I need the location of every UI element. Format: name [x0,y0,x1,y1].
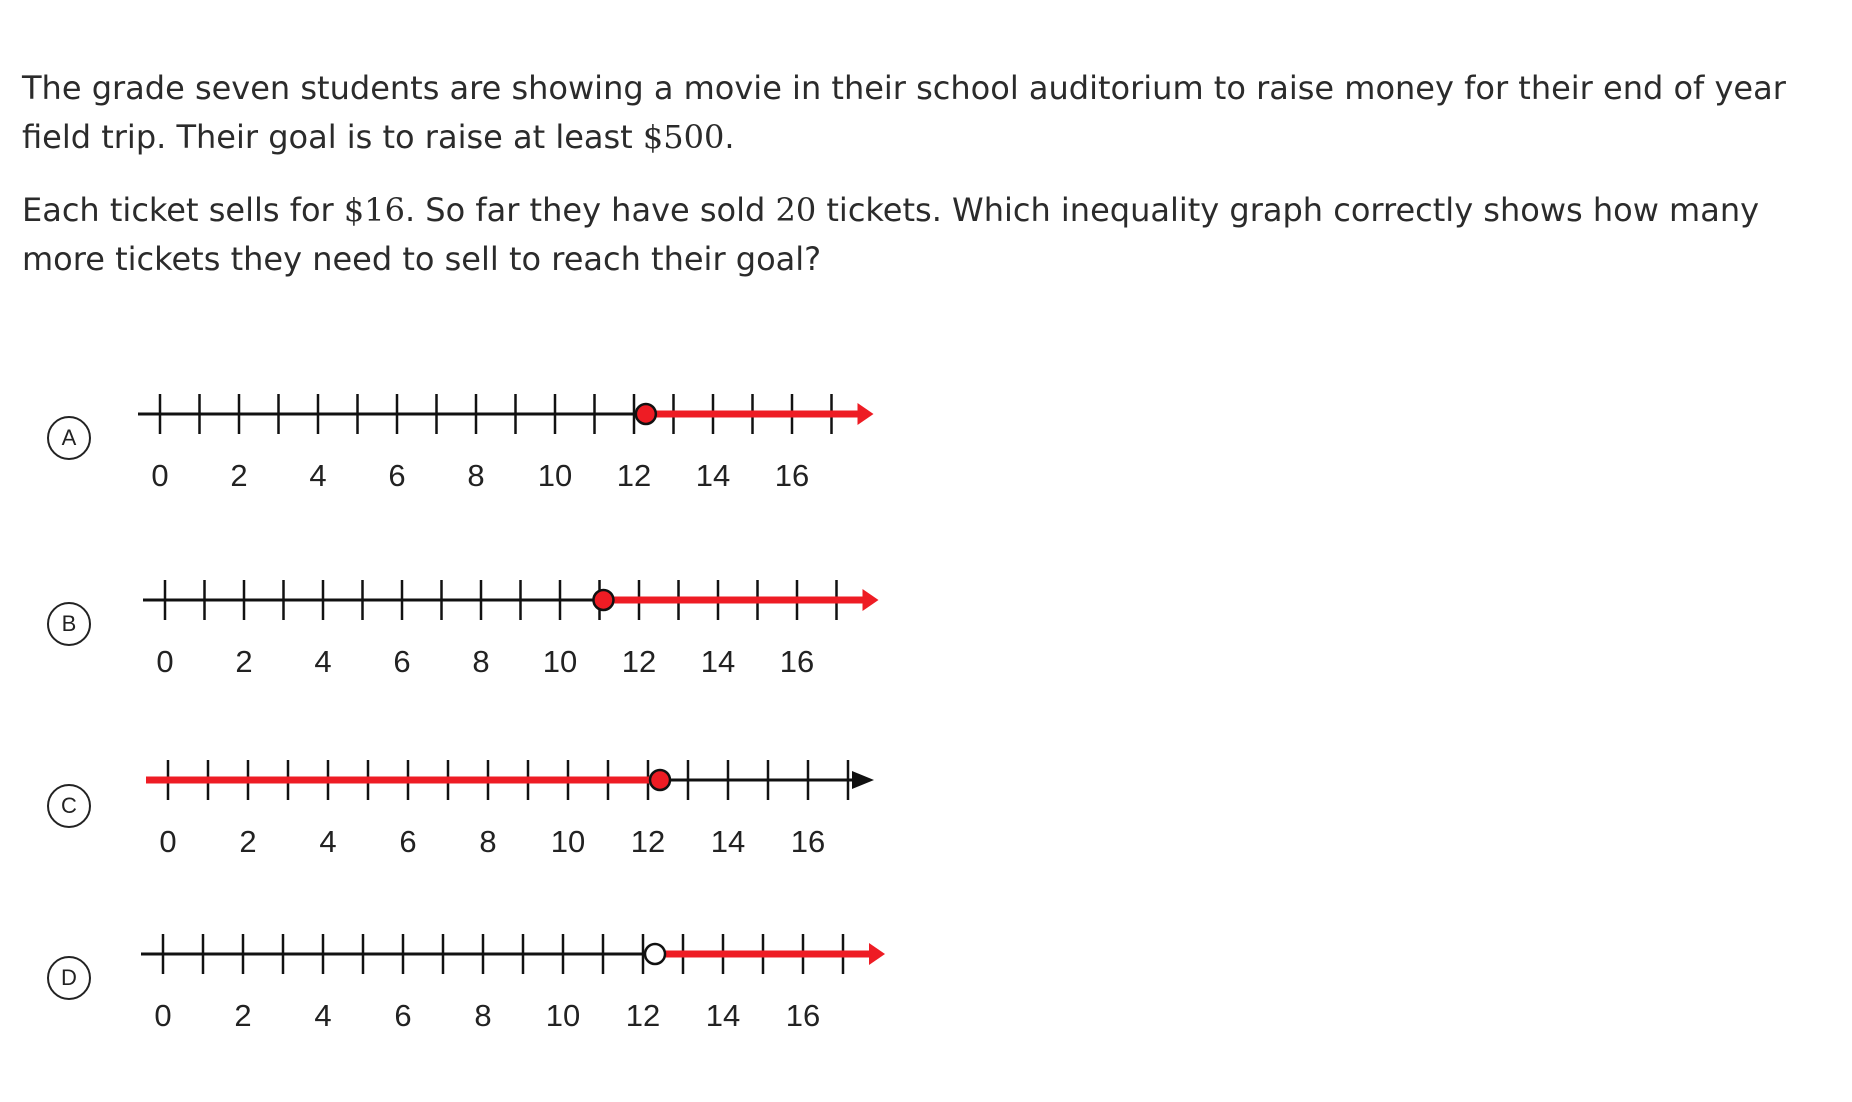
goal-amount: $500 [642,118,725,156]
tick-label: 12 [625,998,661,1033]
ticket-price: $16 [343,191,405,229]
tick-label: 6 [393,644,411,679]
question-text [22,64,1822,308]
tick-label: 0 [156,644,174,679]
ray-arrowhead [863,589,879,611]
tick-label: 12 [630,824,666,859]
axis-arrowhead [852,771,874,789]
tick-label: 16 [790,824,826,859]
tick-label: 12 [621,644,657,679]
tick-label: 8 [474,998,492,1033]
choice-circle-a[interactable]: A [47,416,91,460]
tick-label: 14 [695,458,731,493]
tick-label: 4 [314,644,332,679]
tick-label: 4 [309,458,327,493]
tick-label: 0 [159,824,177,859]
question-paragraph-2: Each ticket sells for $16. So far they have sold 20 tickets. Which inequality graph correctly shows how many more tickets they need to sell to reach their goal? [22,191,1760,278]
answer-option-d[interactable] [0,918,900,1048]
number-line-c [138,744,858,864]
closed-point [636,404,656,424]
choice-circle-b[interactable]: B [47,602,91,646]
tick-label: 0 [154,998,172,1033]
choice-circle-d[interactable]: D [47,956,91,1000]
tick-label: 12 [616,458,652,493]
tick-label: 16 [785,998,821,1033]
tick-label: 0 [151,458,169,493]
number-line-b [135,564,855,684]
tick-label: 16 [774,458,810,493]
tick-label: 10 [545,998,581,1033]
tick-label: 4 [319,824,337,859]
tick-label: 8 [479,824,497,859]
answer-option-b[interactable] [0,564,900,694]
tick-label: 6 [388,458,406,493]
number-line-d [133,918,853,1038]
open-point [645,944,665,964]
choice-circle-c[interactable]: C [47,784,91,828]
tick-label: 6 [394,998,412,1033]
tick-label: 14 [705,998,741,1033]
tick-label: 10 [542,644,578,679]
tick-label: 6 [399,824,417,859]
tick-label: 2 [234,998,252,1033]
closed-point [593,590,613,610]
answer-option-c[interactable] [0,744,900,874]
ray-arrowhead [869,943,885,965]
number-line-a [130,378,850,498]
tick-label: 8 [472,644,490,679]
tick-label: 16 [779,644,815,679]
tick-label: 2 [239,824,257,859]
tick-label: 14 [700,644,736,679]
tick-label: 8 [467,458,485,493]
tick-label: 2 [235,644,253,679]
tick-label: 10 [537,458,573,493]
tickets-sold: 20 [775,191,817,229]
tick-label: 2 [230,458,248,493]
tick-label: 14 [710,824,746,859]
tick-label: 10 [550,824,586,859]
tick-label: 4 [314,998,332,1033]
ray-arrowhead [858,403,874,425]
closed-point [650,770,670,790]
answer-option-a[interactable] [0,378,900,508]
question-paragraph-1: The grade seven students are showing a movie in their school auditorium to raise money for their end of year field trip. Their goal is to raise at least $500. [22,69,1786,156]
